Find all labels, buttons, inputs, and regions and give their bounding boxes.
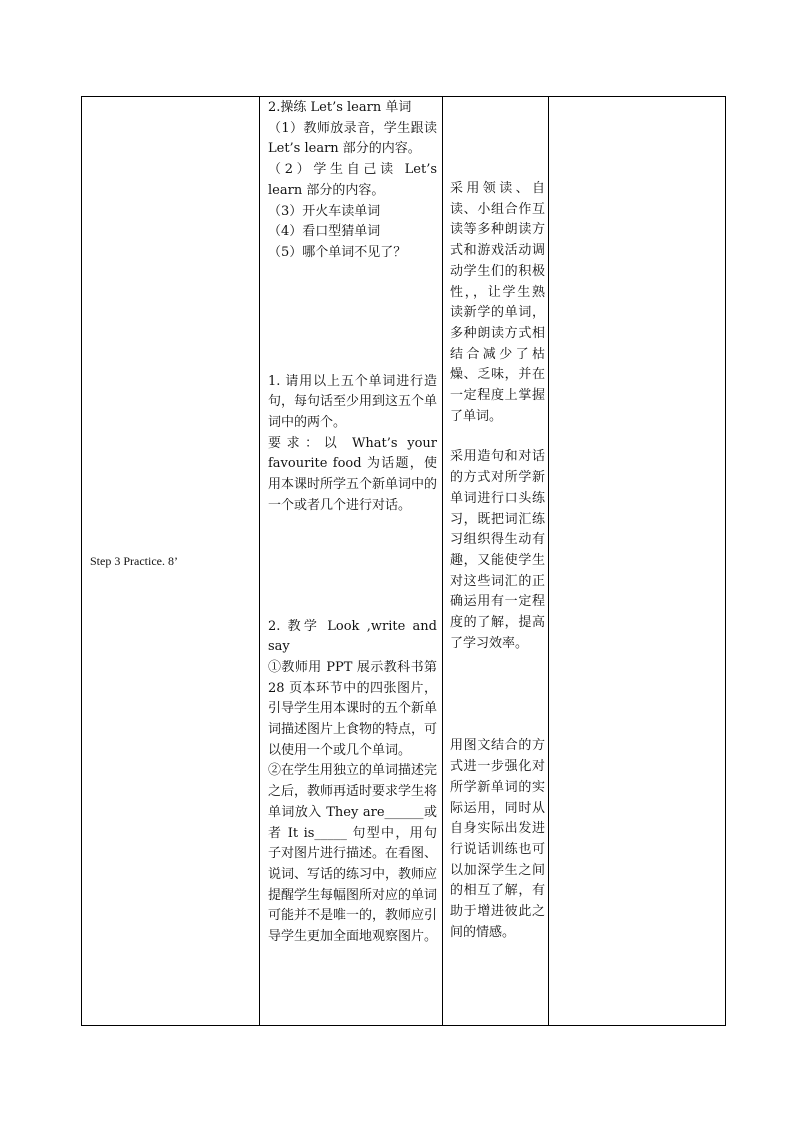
intent-text: 采用造句和对话的方式对所学新单词进行口头练习，既把词汇练习组织得生动有趣，又能使学生对这些词汇的正确运用有一定程度的了解，提高了学习效率。 [450,449,545,651]
activity-line: 2. 教学 Look ,write and say [268,618,437,655]
intent-text: 用图文结合的方式进一步强化对所学新单词的实际运用，同时从自身实际出发进行说话训练也可以加深学生之间的相互了解，有助于增进彼此之间的情感。 [450,738,545,940]
lesson-plan-table [81,96,726,1026]
activity-line: 要求：以 What’s your favourite food 为话题，使用本课时所学五个新单词中的一个或者几个进行对话。 [268,435,438,513]
activity-line: ②在学生用独立的单词描述完之后，教师再适时要求学生将单词放入 They are______或者 It is_____ 句型中，用句子对图片进行描述。在看图、说词、写话的练习中，教师应提醒学生每幅图所对应的单词可能并不是唯一的，教师应引导学生更加全面地观察图片。 [268,763,438,945]
table-row [82,97,726,1026]
intent-block [443,447,548,654]
activity-line: （2）学生自己读 Let’s learn 部分的内容。 [268,162,437,198]
design-intent-cell [443,97,549,1026]
activity-line: （3）开火车读单词 [268,203,381,219]
step-cell [82,97,260,1026]
activity-line: （5）哪个单词不见了？ [268,244,407,260]
activity-line: ①教师用 PPT 展示教科书第 28 页本环节中的四张图片，引导学生用本课时的五个新单词描述图片上食物的特点，可以使用一个或几个单词。 [268,659,438,758]
activity-block-sentences [260,372,442,517]
activity-line: 1. 请用以上五个单词进行造句，每句话至少用到这五个单词中的两个。 [268,373,438,431]
activity-cell [260,97,443,1026]
empty-cell [549,97,726,1026]
activity-line: 2.操练 Let’s learn 单词 [268,100,412,115]
activity-block-look-write-say [260,617,442,948]
intent-block [443,179,548,427]
activity-line: （1）教师放录音，学生跟读Let’s learn 部分的内容。 [268,120,437,157]
step-label: Step 3 Practice. 8’ [90,553,178,568]
intent-block [443,736,548,943]
activity-block-drill [260,98,442,264]
activity-line: （4）看口型猜单词 [268,224,381,240]
intent-text: 采用领读、自读、小组合作互读等多种朗读方式和游戏活动调动学生们的积极性，，让学生熟读新学的单词，多种朗读方式相结合减少了枯燥、乏味，并在一定程度上掌握了单词。 [450,181,545,424]
